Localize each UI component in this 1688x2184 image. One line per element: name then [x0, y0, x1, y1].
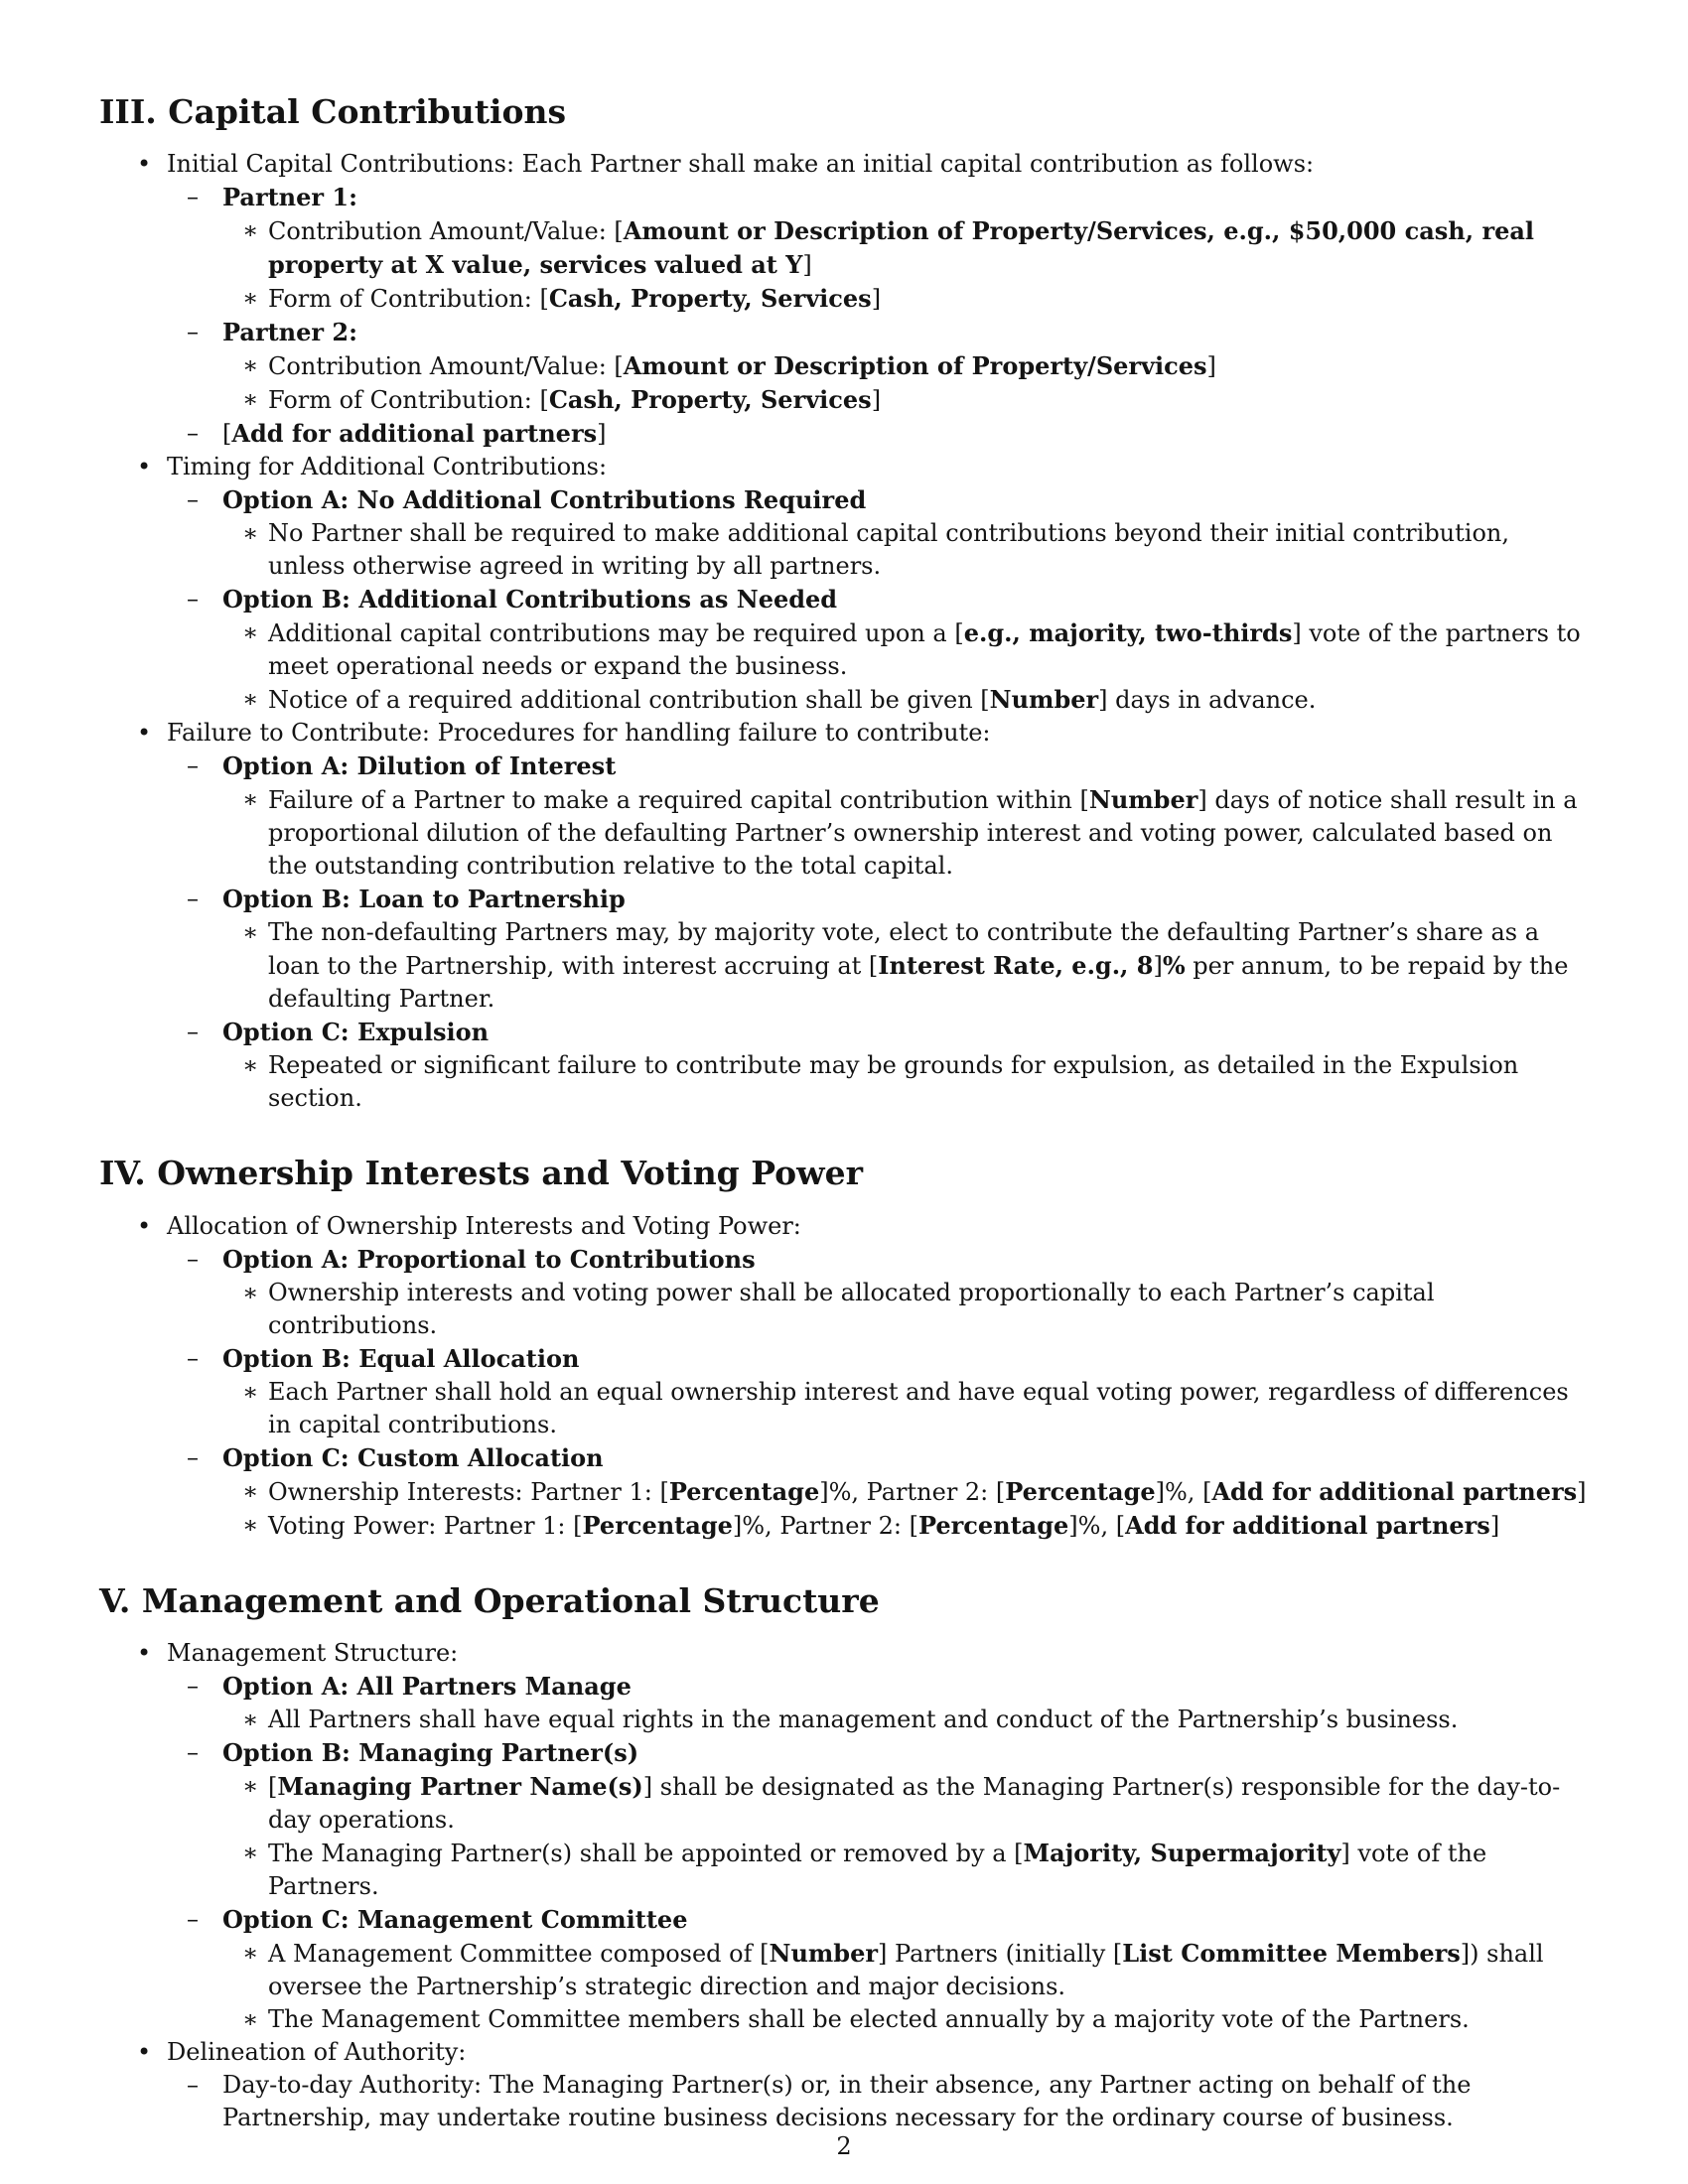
list-item: – Option B: Loan to Partnership ∗ The non-defaulting Partners may, by majority vote, elect to contribute the defaulting Partner’s share as a loan to the Partnership, with interest accruing at [Interest Rate, e.g., 8]% per annum, to be repaid by the defaulting Partner.: [161, 883, 1589, 1016]
list-item: ∗ The non-defaulting Partners may, by majority vote, elect to contribute the defaulting Partner’s share as a loan to the Partnership, with interest accruing at [Interest Rate, e.g., 8]% per annum, to be repaid by the defaulting Partner.: [214, 916, 1589, 1016]
list-item: – Option A: All Partners Manage ∗ All Partners shall have equal rights in the management and conduct of the Partnership’s business.: [161, 1670, 1589, 1736]
list-item: – Option C: Management Committee ∗ A Management Committee composed of [Number] Partners (initially [List Committee Members]) shall oversee the Partnership’s strategic direction and major decisions. ∗ The Management Committee members shall be elected annually by a majority vote of the Partners.: [161, 1903, 1589, 2036]
list-item: – Option B: Equal Allocation ∗ Each Partner shall hold an equal ownership interest and have equal voting power, regardless of differences in capital contributions.: [161, 1342, 1589, 1441]
list-item: – Day-to-day Authority: The Managing Partner(s) or, in their absence, any Partner acting on behalf of the Partnership, may undertake routine business decisions necessary for the ordinary course of business.: [161, 2069, 1589, 2134]
list-item: – Option A: Dilution of Interest ∗ Failure of a Partner to make a required capital contribution within [Number] days of notice shall result in a proportional dilution of the defaulting Partner’s ownership interest and voting power, calculated based on the outstanding contribution relative to the total capital.: [161, 750, 1589, 883]
page-number: 2: [836, 2132, 852, 2160]
list-item: – Option B: Managing Partner(s) ∗ [Managing Partner Name(s)] shall be designated as the Managing Partner(s) responsible for the day-to-day operations. ∗ The Managing Partner(s) shall be appointed or removed by a [Majority, Supermajority] vote of the Partners.: [161, 1736, 1589, 1903]
list-item: – Option C: Expulsion ∗ Repeated or significant failure to contribute may be grounds for expulsion, as detailed in the Expulsion section.: [161, 1016, 1589, 1115]
section-list: [99, 1637, 1589, 2134]
section-title: V. Management and Operational Structure: [99, 1580, 880, 1620]
list-item: ∗ The Management Committee members shall be elected annually by a majority vote of the Partners.: [214, 2003, 1589, 2036]
list-item: ∗ Repeated or significant failure to contribute may be grounds for expulsion, as detailed in the Expulsion section.: [214, 1049, 1589, 1115]
list-item: ∗ Ownership interests and voting power shall be allocated proportionally to each Partner’s capital contributions.: [214, 1277, 1589, 1342]
list-item: • Delineation of Authority: – Day-to-day Authority: The Managing Partner(s) or, in their absence, any Partner acting on behalf of the Partnership, may undertake routine business decisions necessary for the ordinary course of business.: [99, 2036, 1589, 2134]
list-item: • Initial Capital Contributions: Each Partner shall make an initial capital contribution as follows: – Partner 1: ∗ Contribution Amount/Value: [Amount or Description of Property/Services, e.g., $50,000 cash, real property at X value, services valued at Y] ∗ Form of Contribution: [Cash, Property, Services] – Partner 2: ∗ Contribution Amount/Value: [Amount or Description of Property/Services] ∗ Form of Contribution: [Cash, Property, Services] – [Add for additional partners]: [99, 148, 1589, 451]
list-item: ∗ A Management Committee composed of [Number] Partners (initially [List Committee Members]) shall oversee the Partnership’s strategic direction and major decisions.: [214, 1937, 1589, 2003]
list-item: • Timing for Additional Contributions: – Option A: No Additional Contributions Required ∗ No Partner shall be required to make additional capital contributions beyond their initial contribution, unless otherwise agreed in writing by all partners. – Option B: Additional Contributions as Needed ∗ Additional capital contributions may be required upon a [e.g., majority, two-thirds] vote of the partners to meet operational needs or expand the business. ∗ Notice of a required additional contribution shall be given [Number] days in advance.: [99, 451, 1589, 717]
list-item: ∗ Voting Power: Partner 1: [Percentage]%, Partner 2: [Percentage]%, [Add for additional partners]: [214, 1509, 1589, 1543]
section-list: [99, 148, 1589, 1115]
list-item: – Partner 1: ∗ Contribution Amount/Value: [Amount or Description of Property/Services, e.g., $50,000 cash, real property at X value, services valued at Y] ∗ Form of Contribution: [Cash, Property, Services]: [161, 181, 1589, 316]
list-item: ∗ All Partners shall have equal rights in the management and conduct of the Partnership’s business.: [214, 1704, 1589, 1736]
list-item: ∗ Failure of a Partner to make a required capital contribution within [Number] days of notice shall result in a proportional dilution of the defaulting Partner’s ownership interest and voting power, calculated based on the outstanding contribution relative to the total capital.: [214, 783, 1589, 883]
list-item: • Allocation of Ownership Interests and Voting Power: – Option A: Proportional to Contributions ∗ Ownership interests and voting power shall be allocated proportionally to each Partner’s capital contributions. – Option B: Equal Allocation ∗ Each Partner shall hold an equal ownership interest and have equal voting power, regardless of differences in capital contributions. – Option C: Custom Allocation ∗ Ownership Interests: Partner 1: [Percentage]%, Partner 2: [Percentage]%, [Add for additional partners] ∗ Voting Power: Partner 1: [Percentage]%, Partner 2: [Percentage]%, [Add for additional partners]: [99, 1210, 1589, 1543]
section-list: [99, 1210, 1589, 1543]
list-item: • Management Structure: – Option A: All Partners Manage ∗ All Partners shall have equal rights in the management and conduct of the Partnership’s business. – Option B: Managing Partner(s) ∗ [Managing Partner Name(s)] shall be designated as the Managing Partner(s) responsible for the day-to-day operations. ∗ The Managing Partner(s) shall be appointed or removed by a [Majority, Supermajority] vote of the Partners. – Option C: Management Committee ∗ A Management Committee composed of [Number] Partners (initially [List Committee Members]) shall oversee the Partnership’s strategic direction and major decisions. ∗ The Management Committee members shall be elected annually by a majority vote of the Partners.: [99, 1637, 1589, 2036]
list-item: – Option B: Additional Contributions as Needed ∗ Additional capital contributions may be required upon a [e.g., majority, two-thirds] vote of the partners to meet operational needs or expand the business. ∗ Notice of a required additional contribution shall be given [Number] days in advance.: [161, 583, 1589, 717]
section-title: IV. Ownership Interests and Voting Power: [99, 1154, 863, 1193]
list-item: ∗ No Partner shall be required to make additional capital contributions beyond their initial contribution, unless otherwise agreed in writing by all partners.: [214, 517, 1589, 583]
list-item: ∗ Notice of a required additional contribution shall be given [Number] days in advance.: [214, 683, 1589, 717]
list-item: – Partner 2: ∗ Contribution Amount/Value: [Amount or Description of Property/Services] ∗ Form of Contribution: [Cash, Property, Services]: [161, 316, 1589, 417]
list-item: ∗ Additional capital contributions may be required upon a [e.g., majority, two-thirds] vote of the partners to meet operational needs or expand the business.: [214, 616, 1589, 683]
list-item: • Failure to Contribute: Procedures for handling failure to contribute: – Option A: Dilution of Interest ∗ Failure of a Partner to make a required capital contribution within [Number] days of notice shall result in a proportional dilution of the defaulting Partner’s ownership interest and voting power, calculated based on the outstanding contribution relative to the total capital. – Option B: Loan to Partnership ∗ The non-defaulting Partners may, by majority vote, elect to contribute the defaulting Partner’s share as a loan to the Partnership, with interest accruing at [Interest Rate, e.g., 8]% per annum, to be repaid by the defaulting Partner. – Option C: Expulsion ∗ Repeated or significant failure to contribute may be grounds for expulsion, as detailed in the Expulsion section.: [99, 717, 1589, 1115]
list-item: ∗ Contribution Amount/Value: [Amount or Description of Property/Services, e.g., $50,000 cash, real property at X value, services valued at Y]: [214, 214, 1589, 282]
list-item: – [Add for additional partners]: [161, 417, 1589, 451]
list-item: ∗ Ownership Interests: Partner 1: [Percentage]%, Partner 2: [Percentage]%, [Add for additional partners]: [214, 1475, 1589, 1509]
section-title: III. Capital Contributions: [99, 92, 567, 131]
list-item: – Option A: Proportional to Contributions ∗ Ownership interests and voting power shall be allocated proportionally to each Partner’s capital contributions.: [161, 1243, 1589, 1342]
list-item: ∗ [Managing Partner Name(s)] shall be designated as the Managing Partner(s) responsible for the day-to-day operations.: [214, 1770, 1589, 1837]
list-item: – Option A: No Additional Contributions Required ∗ No Partner shall be required to make additional capital contributions beyond their initial contribution, unless otherwise agreed in writing by all partners.: [161, 483, 1589, 583]
list-item: ∗ Each Partner shall hold an equal ownership interest and have equal voting power, regardless of differences in capital contributions.: [214, 1376, 1589, 1441]
list-item: ∗ Contribution Amount/Value: [Amount or Description of Property/Services]: [214, 349, 1589, 383]
document-page: [99, 91, 1589, 2134]
list-item: ∗ Form of Contribution: [Cash, Property, Services]: [214, 282, 1589, 316]
list-item: ∗ Form of Contribution: [Cash, Property, Services]: [214, 383, 1589, 417]
list-item: – Option C: Custom Allocation ∗ Ownership Interests: Partner 1: [Percentage]%, Partner 2: [Percentage]%, [Add for additional partners] ∗ Voting Power: Partner 1: [Percentage]%, Partner 2: [Percentage]%, [Add for additional partners]: [161, 1441, 1589, 1543]
list-item: ∗ The Managing Partner(s) shall be appointed or removed by a [Majority, Supermajority] vote of the Partners.: [214, 1837, 1589, 1903]
